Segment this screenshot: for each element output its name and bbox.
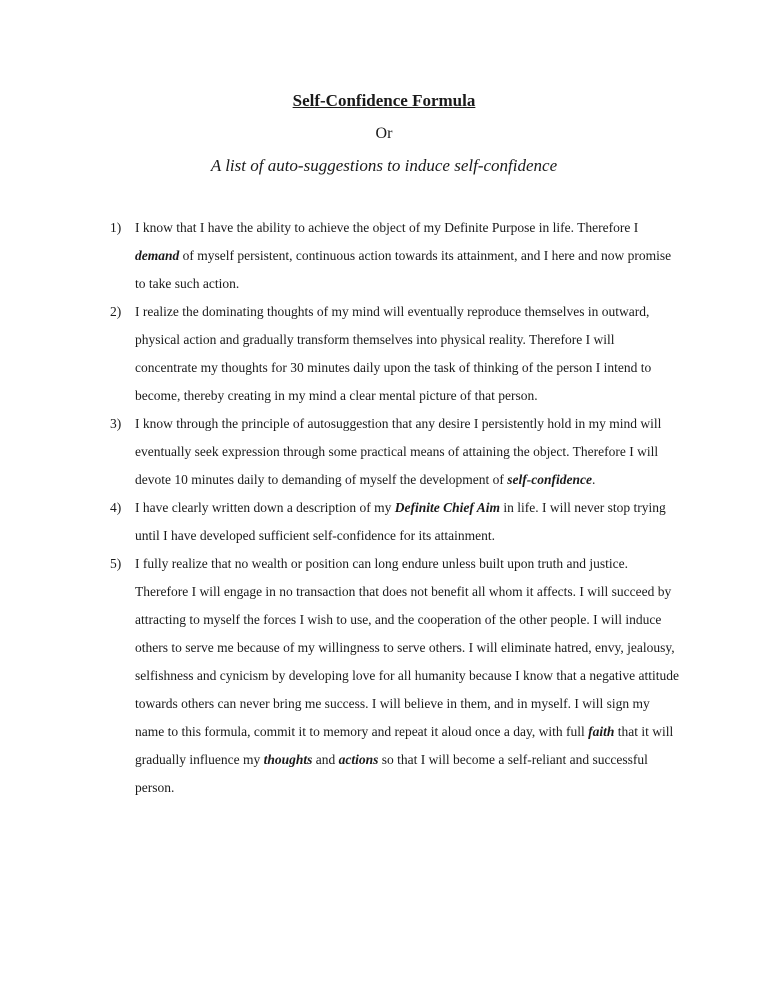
list-item: [0, 214, 680, 298]
item-text: in life. I will never stop trying until I have developed sufficient self-confidence for its attainment.: [135, 500, 666, 543]
item-text: I have clearly written down a description of my: [135, 500, 395, 515]
item-text: so that I will become a self-reliant and successful person.: [135, 752, 648, 795]
item-number: 1): [110, 220, 122, 235]
item-text: I realize the dominating thoughts of my mind will eventually reproduce themselves in outward, physical action and gradually transform themselves into physical reality. Therefore I will concentrate my thoughts for 30 minutes daily upon the task of thinking of the person I intend to become, thereby creating in my mind a clear mental picture of that person.: [135, 304, 652, 403]
document-title: Self-Confidence Formula: [292, 91, 476, 110]
item-number: 3): [110, 416, 122, 431]
document-subtitle: A list of auto-suggestions to induce self-confidence: [210, 156, 558, 175]
emphasis-text: self-confidence: [507, 472, 593, 487]
list-item: [0, 494, 680, 550]
item-text: I know that I have the ability to achieve the object of my Definite Purpose in life. Therefore I: [135, 220, 639, 235]
list-item: [0, 298, 680, 410]
or-line: Or: [375, 125, 393, 142]
emphasis-text: faith: [588, 724, 615, 739]
item-text: I fully realize that no wealth or position can long endure unless built upon truth and justice. Therefore I will engage in no transaction that does not benefit all whom it affects. I will succeed by attracting to myself the forces I wish to use, and the cooperation of the other people. I will induce others to serve me because of my willingness to serve others. I will eliminate hatred, envy, jealousy, selfishness and cynicism by developing love for all humanity because I know that a negative attitude towards others can never bring me success. I will believe in them, and in myself. I will sign my name to this formula, commit it to memory and repeat it aloud once a day, with full: [135, 556, 679, 739]
item-text: I know through the principle of autosuggestion that any desire I persistently hold in my mind will eventually seek expression through some practical means of attaining the object. Therefore I will devote 10 minutes daily to demanding of myself the development of: [135, 416, 662, 487]
item-text: that it will gradually influence my: [135, 724, 674, 767]
emphasis-text: demand: [135, 248, 180, 263]
item-number: 5): [110, 556, 122, 571]
auto-suggestion-list: [0, 214, 768, 802]
emphasis-text: Definite Chief Aim: [394, 500, 501, 515]
list-item: [0, 550, 680, 802]
emphasis-text: actions: [338, 752, 379, 767]
emphasis-text: thoughts: [263, 752, 313, 767]
item-text: of myself persistent, continuous action towards its attainment, and I here and now promise to take such action.: [135, 248, 672, 291]
list-item: [0, 410, 680, 494]
item-number: 2): [110, 304, 122, 319]
item-text: and: [312, 752, 339, 767]
item-number: 4): [110, 500, 122, 515]
item-text: .: [592, 472, 596, 487]
